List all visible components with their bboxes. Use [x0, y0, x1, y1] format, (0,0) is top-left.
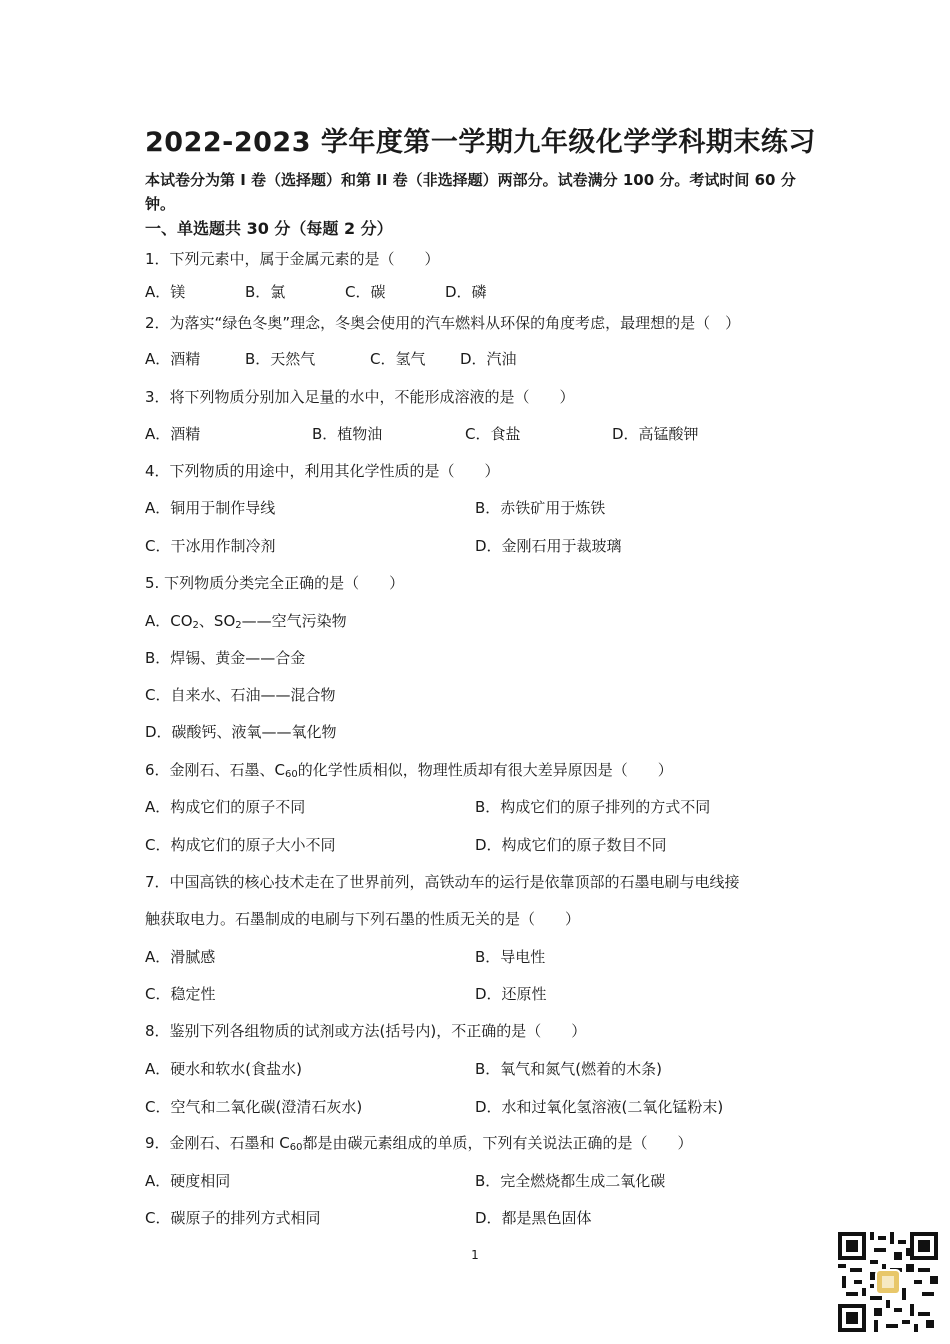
exam-title: 2022-2023 学年度第一学期九年级化学学科期末练习	[145, 127, 816, 158]
q8-option-d: D．水和过氧化氢溶液(二氧化锰粉末)	[475, 1098, 724, 1116]
q6-stem-subscript: 60	[285, 769, 298, 780]
question-8: 8．鉴别下列各组物质的试剂或方法(括号内)，不正确的是（ ）	[145, 1022, 587, 1040]
q5-a-text: A．CO	[145, 612, 193, 630]
q3-option-b: B．植物油	[312, 425, 383, 443]
q2-option-b: B．天然气	[245, 350, 316, 368]
q6-stem-text-post: 的化学性质相似，物理性质却有很大差异原因是（ ）	[297, 761, 673, 779]
exam-intro: 本试卷分为第 I 卷（选择题）和第 II 卷（非选择题）两部分。试卷满分 100 分。考试时间 60 分钟。	[145, 171, 796, 213]
q2-option-c: C．氢气	[370, 350, 426, 368]
q6-option-b: B．构成它们的原子排列的方式不同	[475, 798, 711, 816]
question-1: 1．下列元素中，属于金属元素的是（ ）	[145, 250, 440, 268]
qr-code-icon	[838, 1232, 938, 1332]
q1-option-b: B．氯	[245, 283, 286, 301]
q1-option-c: C．碳	[345, 283, 386, 301]
q9-stem-subscript: 60	[289, 1142, 303, 1153]
q8-option-b: B．氧气和氮气(燃着的木条)	[475, 1060, 662, 1078]
q4-option-c: C．干冰用作制冷剂	[145, 537, 276, 555]
question-7-line-2: 触获取电力。石墨制成的电刷与下列石墨的性质无关的是（ ）	[145, 910, 581, 928]
q5-a-subscript-2: 2	[235, 620, 242, 631]
question-4: 4．下列物质的用途中，利用其化学性质的是（ ）	[145, 462, 500, 480]
q5-a-text-mid: 、SO	[198, 612, 236, 630]
q3-option-c: C．食盐	[465, 425, 521, 443]
q8-option-c: C．空气和二氧化碳(澄清石灰水)	[145, 1098, 363, 1116]
q6-option-d: D．构成它们的原子数目不同	[475, 836, 667, 854]
q9-stem-text: 9．金刚石、石墨和 C	[145, 1134, 290, 1152]
q9-stem-text-post: 都是由碳元素组成的单质，下列有关说法正确的是（ ）	[302, 1134, 693, 1152]
q4-option-a: A．铜用于制作导线	[145, 499, 276, 517]
q9-option-b: B．完全燃烧都生成二氧化碳	[475, 1172, 666, 1190]
page-number: 1	[471, 1248, 479, 1262]
question-2: 2．为落实“绿色冬奥”理念，冬奥会使用的汽车燃料从环保的角度考虑，最理想的是（ ）	[145, 314, 741, 332]
q6-stem-text: 6．金刚石、石墨、C	[145, 761, 286, 779]
q2-option-a: A．酒精	[145, 350, 201, 368]
q7-option-d: D．还原性	[475, 985, 547, 1003]
q5-option-c: C．自来水、石油——混合物	[145, 686, 336, 704]
q2-option-d: D．汽油	[460, 350, 517, 368]
q8-option-a: A．硬水和软水(食盐水)	[145, 1060, 302, 1078]
q3-option-a: A．酒精	[145, 425, 201, 443]
q5-option-a	[145, 610, 347, 631]
q6-option-a: A．构成它们的原子不同	[145, 798, 306, 816]
question-3: 3．将下列物质分别加入足量的水中，不能形成溶液的是（ ）	[145, 388, 575, 406]
q9-option-d: D．都是黑色固体	[475, 1209, 592, 1227]
q7-option-c: C．稳定性	[145, 985, 216, 1003]
q7-option-b: B．导电性	[475, 948, 546, 966]
q5-a-subscript: 2	[192, 620, 199, 631]
q4-option-b: B．赤铁矿用于炼铁	[475, 499, 606, 517]
q5-option-b: B．焊锡、黄金——合金	[145, 649, 306, 667]
q1-option-d: D．磷	[445, 283, 487, 301]
q5-option-d: D．碳酸钙、液氧——氧化物	[145, 723, 337, 741]
q3-option-d: D．高锰酸钾	[612, 425, 699, 443]
question-9	[145, 1132, 693, 1153]
q9-option-a: A．硬度相同	[145, 1172, 231, 1190]
section-heading: 一、单选题共 30 分（每题 2 分）	[145, 219, 393, 238]
q5-a-text-post: ——空气污染物	[241, 612, 347, 630]
q9-option-c: C．碳原子的排列方式相同	[145, 1209, 321, 1227]
question-5: 5. 下列物质分类完全正确的是（ ）	[145, 574, 405, 592]
q6-option-c: C．构成它们的原子大小不同	[145, 836, 336, 854]
question-7-line-1: 7．中国高铁的核心技术走在了世界前列，高铁动车的运行是依靠顶部的石墨电刷与电线接	[145, 873, 740, 891]
q1-option-a: A．镁	[145, 283, 186, 301]
question-6	[145, 759, 673, 780]
q7-option-a: A．滑腻感	[145, 948, 216, 966]
q4-option-d: D．金刚石用于裁玻璃	[475, 537, 622, 555]
